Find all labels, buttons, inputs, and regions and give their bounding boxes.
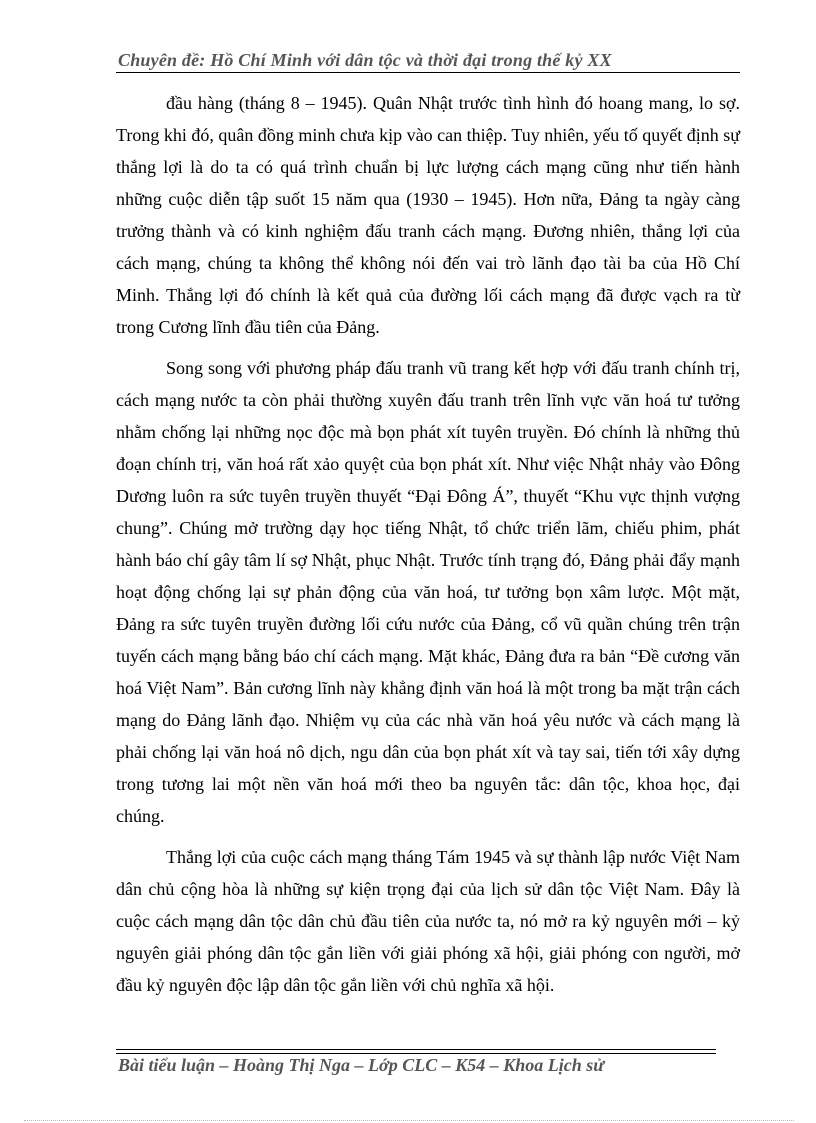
running-header: Chuyên đề: Hồ Chí Minh với dân tộc và thời đại trong thế kỷ XX — [118, 50, 612, 70]
document-body — [116, 87, 740, 1010]
footer-divider — [116, 1049, 716, 1054]
paragraph-1: đầu hàng (tháng 8 – 1945). Quân Nhật trước tình hình đó hoang mang, lo sợ. Trong khi đó, quân đồng minh chưa kịp vào can thiệp. Tuy nhiên, yếu tố quyết định sự thắng lợi là do ta có quá trình chuẩn bị lực lượng cách mạng cũng như tiến hành những cuộc diễn tập suốt 15 năm qua (1930 – 1945). Hơn nữa, Đảng ta ngày càng trưởng thành và có kinh nghiệm đấu tranh cách mạng. Đương nhiên, thắng lợi của cách mạng, chúng ta không thể không nói đến vai trò lãnh đạo tài ba của Hồ Chí Minh. Thắng lợi đó chính là kết quả của đường lối cách mạng đã được vạch ra từ trong Cương lĩnh đầu tiên của Đảng. — [116, 93, 740, 337]
running-footer: Bài tiểu luận – Hoàng Thị Nga – Lớp CLC – K54 – Khoa Lịch sử — [118, 1055, 605, 1075]
paragraph-2: Song song với phương pháp đấu tranh vũ trang kết hợp với đấu tranh chính trị, cách mạng nước ta còn phải thường xuyên đấu tranh trên lĩnh vực văn hoá tư tưởng nhằm chống lại những nọc độc mà bọn phát xít tuyên truyền. Đó chính là những thủ đoạn chính trị, văn hoá rất xảo quyệt của bọn phát xít. Như việc Nhật nhảy vào Đông Dương luôn ra sức tuyên truyền thuyết “Đại Đông Á”, thuyết “Khu vực thịnh vượng chung”. Chúng mở trường dạy học tiếng Nhật, tổ chức triển lãm, chiếu phim, phát hành báo chí gây tâm lí sợ Nhật, phục Nhật. Trước tính trạng đó, Đảng phải đẩy mạnh hoạt động chống lại sự phản động của văn hoá, tư tưởng bọn xâm lược. Một mặt, Đảng ra sức tuyên truyền đường lối cứu nước của Đảng, cổ vũ quần chúng trên trận tuyến cách mạng bằng báo chí cách mạng. Mặt khác, Đảng đưa ra bản “Đề cương văn hoá Việt Nam”. Bản cương lĩnh này khẳng định văn hoá là một trong ba mặt trận cách mạng do Đảng lãnh đạo. Nhiệm vụ của các nhà văn hoá yêu nước và cách mạng là phải chống lại văn hoá nô dịch, ngu dân của bọn phát xít và tay sai, tiến tới xây dựng trong tương lai một nền văn hoá mới theo ba nguyên tắc: dân tộc, khoa học, đại chúng. — [116, 358, 740, 826]
paragraph-3: Thắng lợi của cuộc cách mạng tháng Tám 1945 và sự thành lập nước Việt Nam dân chủ cộng hòa là những sự kiện trọng đại của lịch sử dân tộc Việt Nam. Đây là cuộc cách mạng dân tộc dân chủ đầu tiên của nước ta, nó mở ra kỷ nguyên mới – kỷ nguyên giải phóng dân tộc gắn liền với giải phóng xã hội, giải phóng con người, mở đầu kỷ nguyên độc lập dân tộc gắn liền với chủ nghĩa xã hội. — [116, 847, 740, 995]
header-divider — [116, 72, 740, 73]
page-edge-line — [24, 1120, 794, 1121]
